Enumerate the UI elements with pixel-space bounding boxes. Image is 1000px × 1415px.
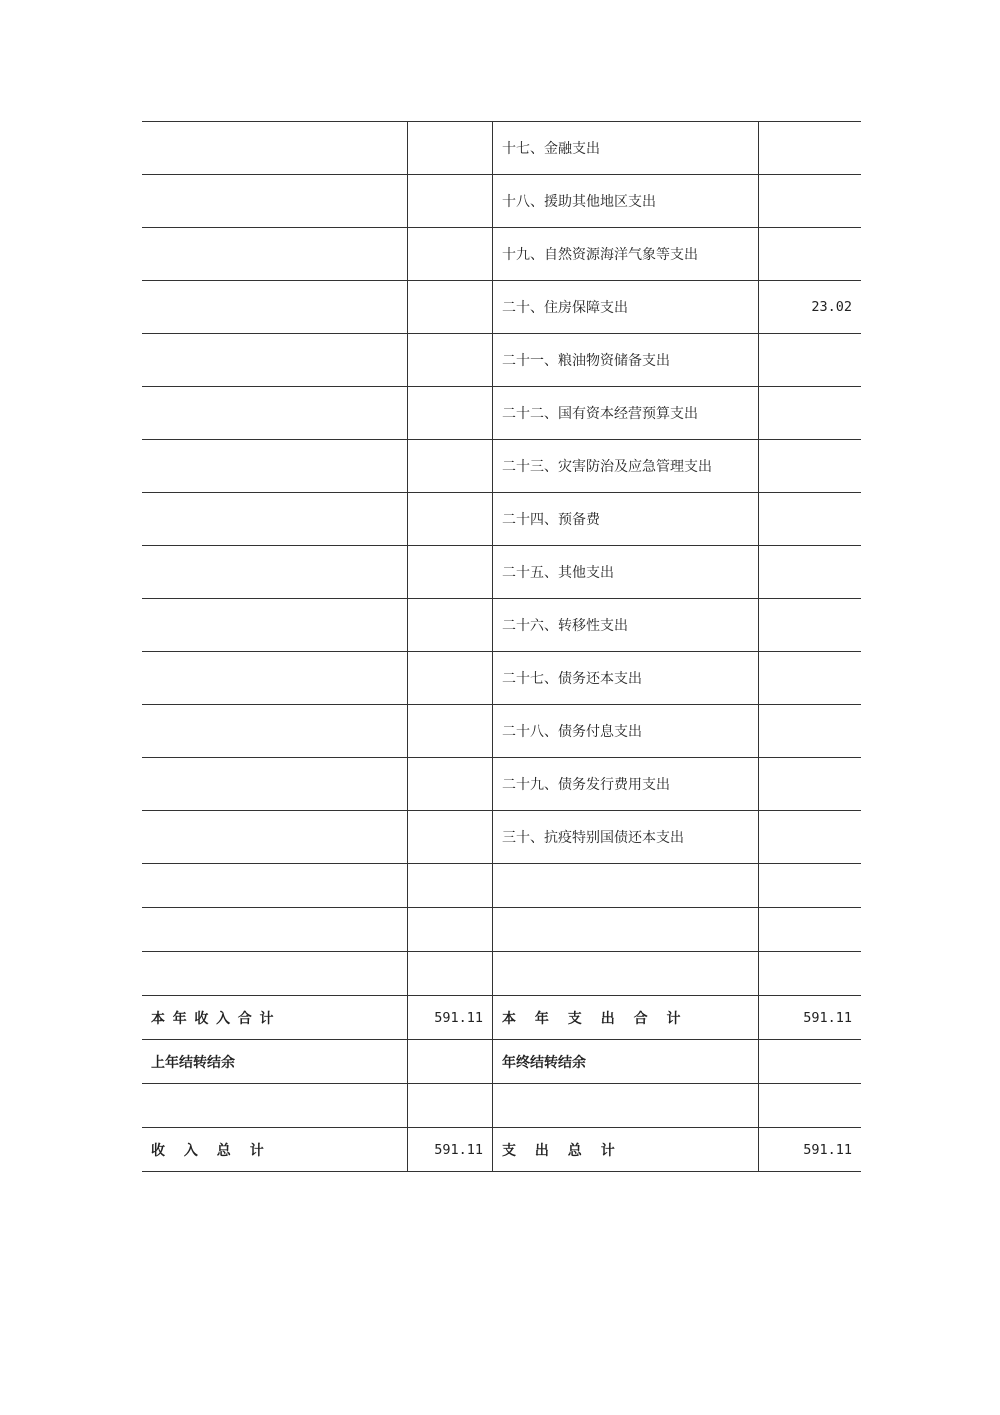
expense-item-label: 二十三、灾害防治及应急管理支出 <box>493 440 759 493</box>
empty-row <box>142 864 861 908</box>
income-item-cell <box>142 758 408 811</box>
income-item-cell <box>142 493 408 546</box>
table-row <box>142 652 861 705</box>
expense-amount <box>759 228 862 281</box>
income-amount-cell <box>408 652 493 705</box>
expense-amount <box>759 387 862 440</box>
expense-item-label: 二十六、转移性支出 <box>493 599 759 652</box>
empty-cell <box>493 952 759 996</box>
income-item-cell <box>142 546 408 599</box>
table-row <box>142 546 861 599</box>
grand-income-value: 591.11 <box>408 1128 493 1172</box>
income-amount-cell <box>408 599 493 652</box>
income-item-cell <box>142 705 408 758</box>
expense-item-label: 二十二、国有资本经营预算支出 <box>493 387 759 440</box>
income-amount-cell <box>408 175 493 228</box>
expense-item-label: 二十七、债务还本支出 <box>493 652 759 705</box>
expense-item-label: 十七、金融支出 <box>493 122 759 175</box>
empty-cell <box>493 864 759 908</box>
income-amount-cell <box>408 122 493 175</box>
income-item-cell <box>142 440 408 493</box>
table-row <box>142 228 861 281</box>
income-amount-cell <box>408 228 493 281</box>
expense-item-label: 十八、援助其他地区支出 <box>493 175 759 228</box>
prior-balance-value <box>408 1040 493 1084</box>
empty-cell <box>142 952 408 996</box>
income-item-cell <box>142 175 408 228</box>
budget-table <box>142 121 861 1172</box>
expense-item-label: 十九、自然资源海洋气象等支出 <box>493 228 759 281</box>
table-row <box>142 811 861 864</box>
empty-cell <box>408 952 493 996</box>
table-row <box>142 440 861 493</box>
income-item-cell <box>142 281 408 334</box>
income-item-cell <box>142 334 408 387</box>
expense-total-label: 本年支出合计 <box>493 996 759 1040</box>
year-end-balance-value <box>759 1040 862 1084</box>
income-amount-cell <box>408 281 493 334</box>
income-amount-cell <box>408 811 493 864</box>
year-end-balance-label: 年终结转结余 <box>493 1040 759 1084</box>
table-row <box>142 334 861 387</box>
empty-cell <box>142 908 408 952</box>
expense-item-label: 二十九、债务发行费用支出 <box>493 758 759 811</box>
prior-balance-label: 上年结转结余 <box>142 1040 408 1084</box>
balance-row <box>142 1040 861 1084</box>
expense-amount <box>759 546 862 599</box>
empty-row <box>142 952 861 996</box>
table-row <box>142 281 861 334</box>
expense-item-label: 二十五、其他支出 <box>493 546 759 599</box>
expense-amount <box>759 758 862 811</box>
income-amount-cell <box>408 705 493 758</box>
empty-cell <box>408 864 493 908</box>
table-row <box>142 175 861 228</box>
empty-cell <box>759 864 862 908</box>
expense-item-label: 二十八、债务付息支出 <box>493 705 759 758</box>
grand-total-row <box>142 1128 861 1172</box>
budget-table-body <box>142 122 861 1172</box>
expense-total-value: 591.11 <box>759 996 862 1040</box>
income-item-cell <box>142 387 408 440</box>
expense-item-label: 二十、住房保障支出 <box>493 281 759 334</box>
empty-cell <box>408 1084 493 1128</box>
expense-amount <box>759 175 862 228</box>
grand-expense-value: 591.11 <box>759 1128 862 1172</box>
empty-cell <box>759 952 862 996</box>
income-total-value: 591.11 <box>408 996 493 1040</box>
expense-item-label: 二十一、粮油物资储备支出 <box>493 334 759 387</box>
annual-total-row <box>142 996 861 1040</box>
income-item-cell <box>142 811 408 864</box>
income-item-cell <box>142 122 408 175</box>
table-row <box>142 705 861 758</box>
income-item-cell <box>142 228 408 281</box>
income-amount-cell <box>408 334 493 387</box>
expense-item-label: 二十四、预备费 <box>493 493 759 546</box>
income-amount-cell <box>408 546 493 599</box>
expense-amount <box>759 599 862 652</box>
expense-amount <box>759 122 862 175</box>
expense-amount: 23.02 <box>759 281 862 334</box>
income-amount-cell <box>408 440 493 493</box>
table-row <box>142 758 861 811</box>
income-item-cell <box>142 652 408 705</box>
income-amount-cell <box>408 493 493 546</box>
empty-cell <box>493 908 759 952</box>
expense-amount <box>759 493 862 546</box>
empty-row <box>142 908 861 952</box>
table-row <box>142 493 861 546</box>
income-amount-cell <box>408 758 493 811</box>
expense-amount <box>759 652 862 705</box>
empty-cell <box>759 1084 862 1128</box>
grand-expense-label: 支出总计 <box>493 1128 759 1172</box>
table-row <box>142 387 861 440</box>
income-item-cell <box>142 599 408 652</box>
empty-cell <box>142 864 408 908</box>
income-total-label: 本年收入合计 <box>142 996 408 1040</box>
expense-amount <box>759 440 862 493</box>
table-row <box>142 599 861 652</box>
table-row <box>142 122 861 175</box>
empty-cell <box>759 908 862 952</box>
grand-income-label: 收入总计 <box>142 1128 408 1172</box>
income-amount-cell <box>408 387 493 440</box>
expense-amount <box>759 811 862 864</box>
empty-cell <box>408 908 493 952</box>
empty-cell <box>142 1084 408 1128</box>
expense-amount <box>759 705 862 758</box>
expense-item-label: 三十、抗疫特别国债还本支出 <box>493 811 759 864</box>
empty-cell <box>493 1084 759 1128</box>
empty-row <box>142 1084 861 1128</box>
expense-amount <box>759 334 862 387</box>
